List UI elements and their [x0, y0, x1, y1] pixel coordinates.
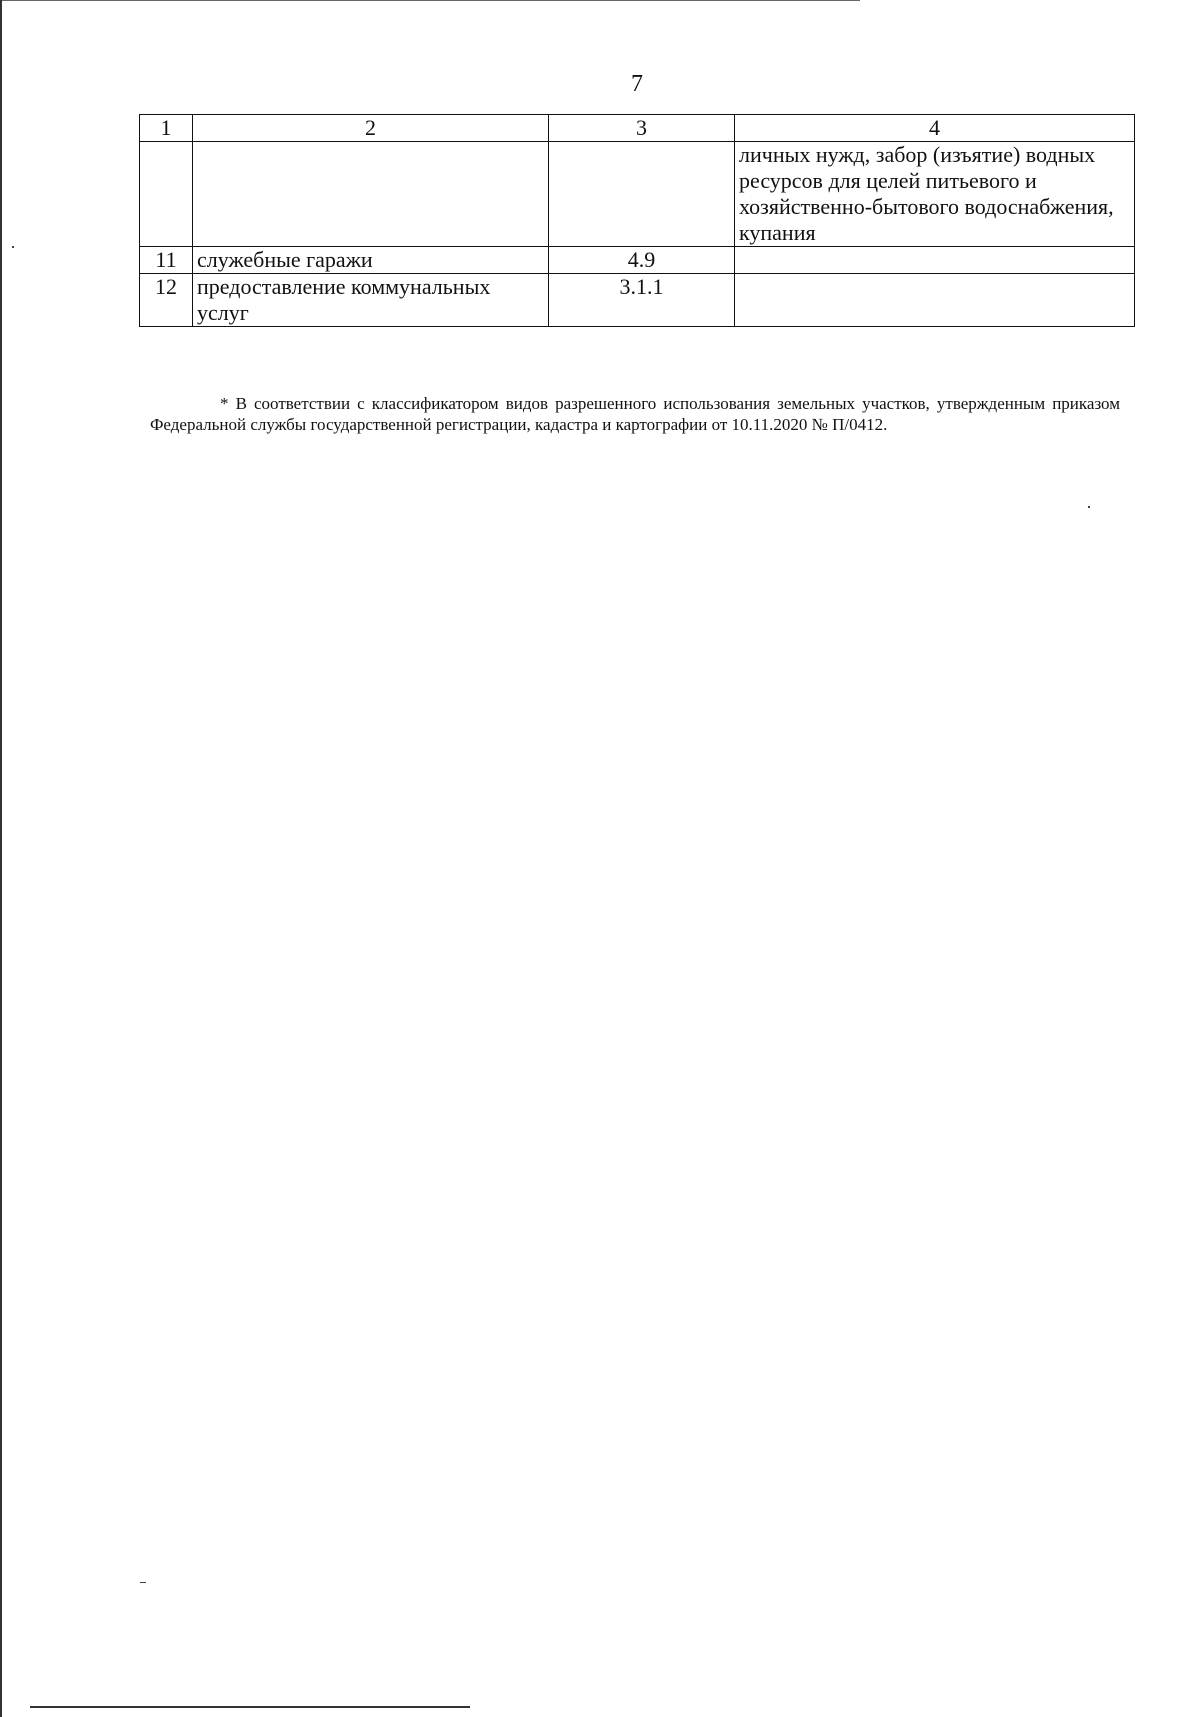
description-cell: личных нужд, забор (изъятие) водных ресурсов для целей питьевого и хозяйственно-бытового водоснабжения, купания	[735, 142, 1135, 247]
row-number-cell: 12	[140, 274, 193, 327]
table-row	[140, 142, 1135, 247]
description-cell	[735, 247, 1135, 274]
footnote: * В соответствии с классификатором видов разрешенного использования земельных участков, утвержденным приказом Федеральной службы государственной регистрации, кадастра и картографии от 10.11.2020 № П/0412.	[150, 394, 1120, 434]
classifier-code-cell: 3.1.1	[549, 274, 735, 327]
table-row	[140, 247, 1135, 274]
table-header-cell: 4	[735, 115, 1135, 142]
classifier-code-cell	[549, 142, 735, 247]
classifier-code-cell: 4.9	[549, 247, 735, 274]
description-cell	[735, 274, 1135, 327]
table-header-row	[140, 115, 1135, 142]
table-header-cell: 2	[193, 115, 549, 142]
table-header-cell: 1	[140, 115, 193, 142]
scan-edge-top	[0, 0, 860, 1]
table-header-cell: 3	[549, 115, 735, 142]
scan-edge-left	[0, 0, 2, 1717]
row-number-cell: 11	[140, 247, 193, 274]
scan-speck	[140, 1582, 146, 1583]
scan-speck	[1088, 506, 1090, 508]
land-use-name-cell: служебные гаражи	[193, 247, 549, 274]
page-number: 7	[631, 71, 643, 97]
land-use-table	[139, 114, 1135, 327]
table-row	[140, 274, 1135, 327]
land-use-name-cell: предоставление коммунальных услуг	[193, 274, 549, 327]
scan-speck	[12, 246, 14, 248]
row-number-cell	[140, 142, 193, 247]
land-use-name-cell	[193, 142, 549, 247]
scan-edge-bottom	[30, 1706, 470, 1708]
